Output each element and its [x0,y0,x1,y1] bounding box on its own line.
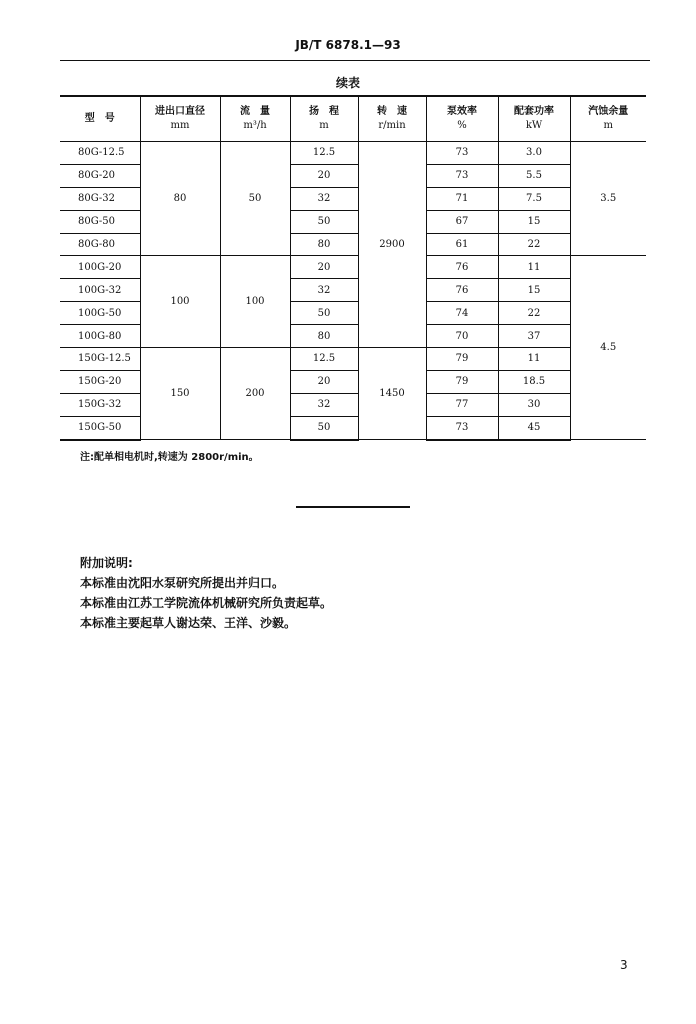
head-cell: 32 [290,187,358,210]
appendix-line: 本标准主要起草人谢达荣、王洋、沙毅。 [80,616,297,630]
col-header-unit: % [457,120,467,131]
end-rule [296,506,410,508]
appendix-title: 附加说明: [80,556,133,570]
efficiency-cell: 61 [426,233,498,256]
model-cell: 100G-20 [60,256,140,279]
document-code: JB/T 6878.1—93 [295,38,401,52]
col-header-name: 汽蚀余量 [588,106,629,117]
model-cell: 100G-32 [60,279,140,302]
head-cell: 50 [290,210,358,233]
model-cell: 80G-32 [60,187,140,210]
efficiency-cell: 70 [426,325,498,348]
power-cell: 7.5 [498,187,570,210]
npsh-cell: 3.5 [570,142,646,256]
header-rule [60,60,650,61]
col-header-flow [220,96,290,142]
power-cell: 22 [498,302,570,325]
model-cell: 80G-50 [60,210,140,233]
efficiency-cell: 76 [426,256,498,279]
efficiency-cell: 74 [426,302,498,325]
model-cell: 150G-20 [60,370,140,393]
efficiency-cell: 77 [426,393,498,416]
col-header-name: 泵效率 [447,106,477,117]
model-cell: 100G-50 [60,302,140,325]
col-header-unit: r/min [378,120,406,131]
head-cell: 80 [290,325,358,348]
efficiency-cell: 71 [426,187,498,210]
flow-cell: 100 [220,256,290,348]
head-cell: 32 [290,393,358,416]
flow-cell: 50 [220,142,290,256]
model-cell: 80G-80 [60,233,140,256]
col-header-unit: m [603,120,613,131]
appendix-line: 本标准由沈阳水泵研究所提出并归口。 [80,576,285,590]
page-number: 3 [620,958,628,972]
table-note: 注:配单相电机时,转速为 2800r/min。 [80,452,259,463]
appendix [80,553,332,633]
col-header-unit: m³/h [243,120,267,131]
col-header-name: 转 速 [377,106,407,117]
efficiency-cell: 67 [426,210,498,233]
head-cell: 20 [290,370,358,393]
table-row [60,142,646,165]
col-header-diameter [140,96,220,142]
speed-cell: 2900 [358,142,426,348]
flow-cell: 200 [220,348,290,440]
table-header-row [60,96,646,142]
pump-spec-table [60,95,646,441]
col-header-name: 型 号 [84,113,115,124]
efficiency-cell: 79 [426,348,498,371]
head-cell: 12.5 [290,348,358,371]
head-cell: 12.5 [290,142,358,165]
head-cell: 32 [290,279,358,302]
power-cell: 30 [498,393,570,416]
diameter-cell: 150 [140,348,220,440]
power-cell: 11 [498,348,570,371]
model-cell: 80G-12.5 [60,142,140,165]
table-row [60,256,646,279]
head-cell: 50 [290,302,358,325]
power-cell: 11 [498,256,570,279]
model-cell: 150G-50 [60,416,140,439]
power-cell: 3.0 [498,142,570,165]
efficiency-cell: 73 [426,164,498,187]
col-header-name: 扬 程 [309,106,339,117]
col-header-unit: kW [525,120,543,131]
model-cell: 150G-12.5 [60,348,140,371]
col-header-model [60,96,140,142]
col-header-npsh [570,96,646,142]
appendix-line: 本标准由江苏工学院流体机械研究所负责起草。 [80,596,333,610]
table-row [60,348,646,371]
col-header-head [290,96,358,142]
col-header-unit: mm [170,120,190,131]
model-cell: 150G-32 [60,393,140,416]
speed-cell: 1450 [358,348,426,440]
col-header-unit: m [319,120,329,131]
head-cell: 20 [290,256,358,279]
power-cell: 15 [498,279,570,302]
head-cell: 20 [290,164,358,187]
model-cell: 100G-80 [60,325,140,348]
col-header-name: 配套功率 [514,106,554,117]
diameter-cell: 100 [140,256,220,348]
efficiency-cell: 73 [426,416,498,439]
col-header-efficiency [426,96,498,142]
col-header-name: 流 量 [240,106,270,117]
power-cell: 37 [498,325,570,348]
power-cell: 22 [498,233,570,256]
table-caption: 续表 [335,76,360,90]
head-cell: 80 [290,233,358,256]
power-cell: 18.5 [498,370,570,393]
diameter-cell: 80 [140,142,220,256]
power-cell: 45 [498,416,570,439]
col-header-power [498,96,570,142]
head-cell: 50 [290,416,358,439]
power-cell: 15 [498,210,570,233]
efficiency-cell: 79 [426,370,498,393]
efficiency-cell: 76 [426,279,498,302]
efficiency-cell: 73 [426,142,498,165]
npsh-cell: 4.5 [570,256,646,440]
power-cell: 5.5 [498,164,570,187]
model-cell: 80G-20 [60,164,140,187]
col-header-speed [358,96,426,142]
col-header-name: 进出口直径 [155,106,205,117]
